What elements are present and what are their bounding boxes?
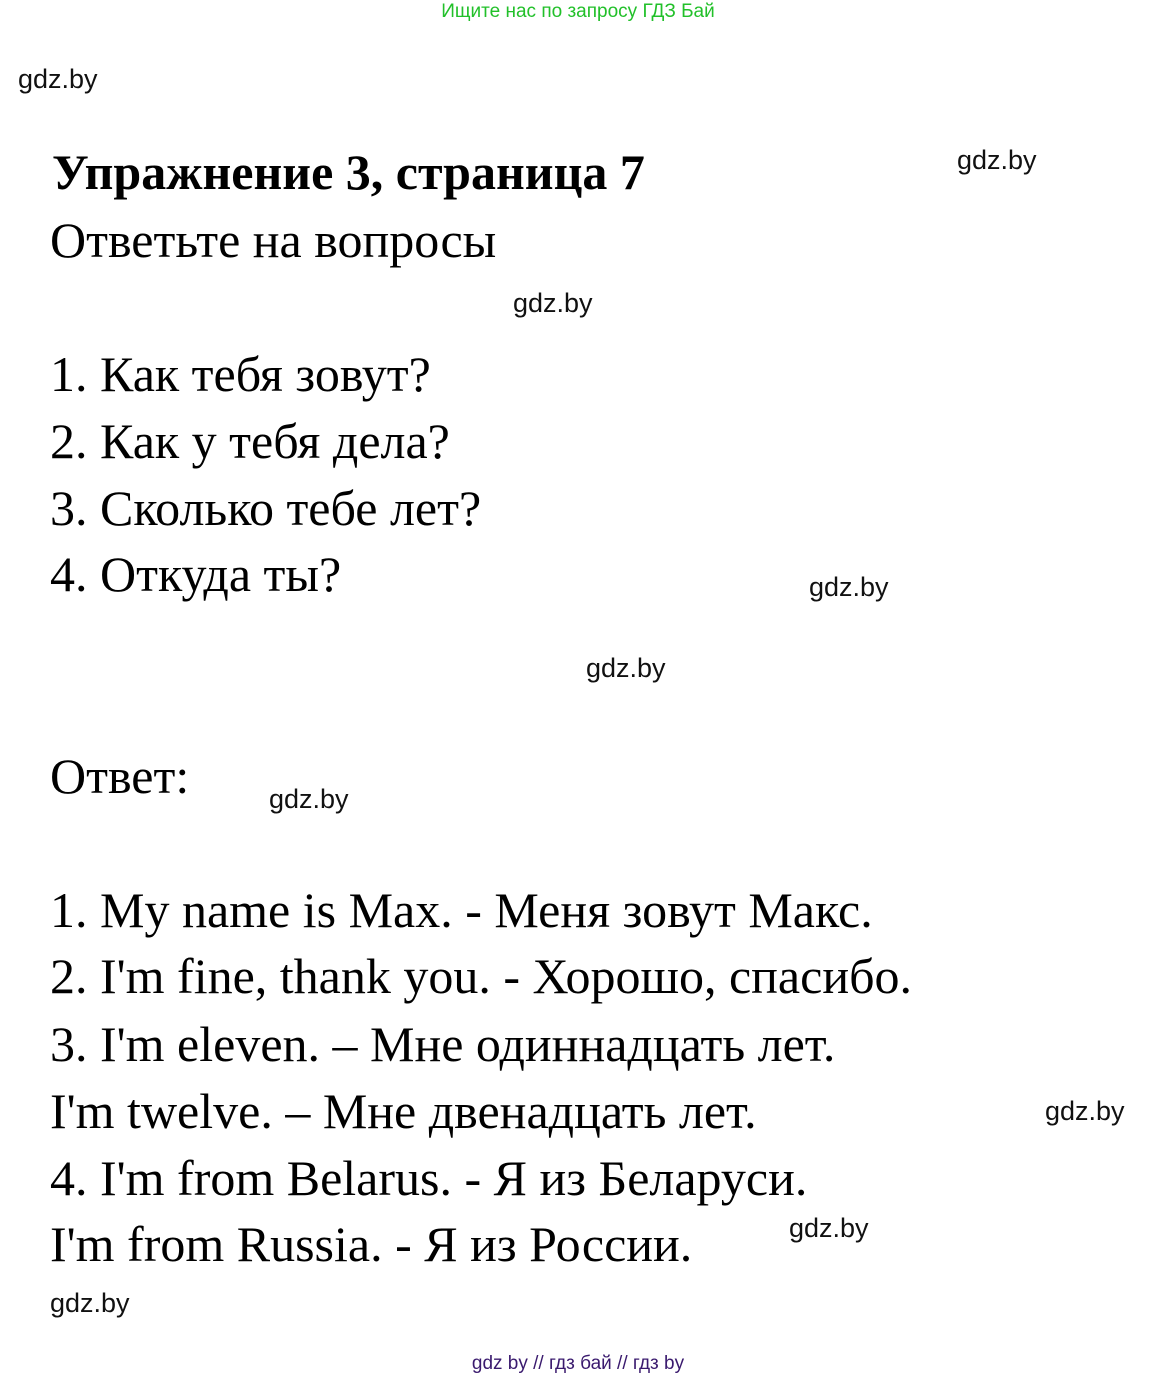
answer-item: I'm twelve. – Мне двенадцать лет. — [50, 1083, 757, 1139]
question-item: 2. Как у тебя дела? — [50, 413, 450, 469]
question-item: 1. Как тебя зовут? — [50, 346, 431, 402]
answer-label: Ответ: — [50, 748, 190, 804]
watermark: gdz.by — [789, 1213, 869, 1243]
answer-item: 4. I'm from Belarus. - Я из Беларуси. — [50, 1150, 808, 1206]
bottom-banner-links[interactable]: gdz by // гдз бай // гдз by — [471, 1353, 685, 1374]
watermark: gdz.by — [50, 1288, 130, 1318]
watermark: gdz.by — [18, 64, 98, 94]
answer-item: 1. My name is Max. - Меня зовут Макс. — [50, 882, 873, 938]
watermark: gdz.by — [809, 572, 889, 602]
watermark: gdz.by — [1045, 1096, 1125, 1126]
top-banner-link[interactable]: Ищите нас по запросу ГДЗ Бай — [441, 1, 715, 22]
question-item: 3. Сколько тебе лет? — [50, 480, 482, 536]
answer-item: I'm from Russia. - Я из России. — [50, 1216, 693, 1272]
exercise-title: Упражнение 3, страница 7 — [52, 144, 645, 200]
watermark: gdz.by — [586, 653, 666, 683]
exercise-subtitle: Ответьте на вопросы — [50, 212, 497, 268]
answer-item: 2. I'm fine, thank you. - Хорошо, спасибо. — [50, 948, 913, 1004]
watermark: gdz.by — [269, 784, 349, 814]
watermark: gdz.by — [957, 145, 1037, 175]
watermark: gdz.by — [513, 288, 593, 318]
answer-item: 3. I'm eleven. – Мне одиннадцать лет. — [50, 1016, 836, 1072]
question-item: 4. Откуда ты? — [50, 546, 342, 602]
